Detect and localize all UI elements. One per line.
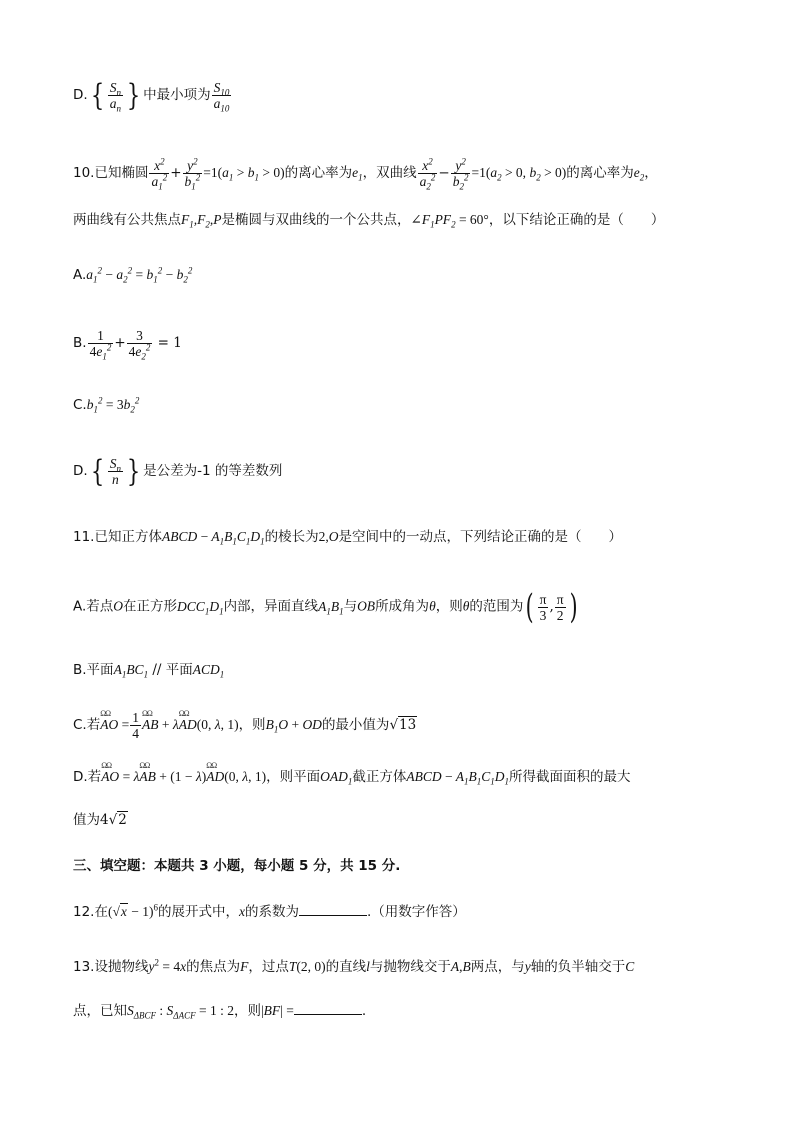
- q11-option-d-line2: 值为4√2: [73, 812, 127, 828]
- q10-option-d[interactable]: D.{ $\frac{S_n}{n}$ } 是公差为-1 的等差数列: [73, 453, 283, 489]
- q11-option-d-line1[interactable]: D.若ΩΩ AO = λΩΩ AB + (1 − λ)ΩΩ AD(0, λ, 1)，则平面$OAD_1$截正方体ABCD − $A_1B_1C_1D_1$所得截面面积的最大: [73, 767, 631, 787]
- q12-question: 12.在$(√x - 1)^6$的展开式中，x的系数为 .（用数字作答）: [73, 902, 466, 920]
- q11-option-c[interactable]: C.若ΩΩ AO = $\frac{1}{4}$ ΩΩ AB + λΩΩ AD(0, λ, 1)，则$B_1O$ + OD的最小值为√13: [73, 710, 417, 741]
- q11-option-b[interactable]: B.平面$A_1BC_1$ // 平面$ACD_1$: [73, 662, 225, 680]
- q13-stem-line1: 13.设抛物线$y^2 = 4x$的焦点为F，过点T(2, 0)的直线l与抛物线交于A,B两点，与y轴的负半轴交于C: [73, 957, 635, 975]
- q10-option-b[interactable]: B. $\frac{1}{4e_1^2}$ + $\frac{3}{4e_2^2}$ = 1: [73, 328, 182, 362]
- q12-answer-blank[interactable]: [299, 901, 367, 916]
- q13-answer-blank[interactable]: [294, 1000, 362, 1015]
- q10-option-c[interactable]: $C.b_1^2 = 3b_2^2$: [73, 395, 140, 415]
- q10-stem-line2: 两曲线有公共焦点$F_1,F_2,P$是椭圆与双曲线的一个公共点，$\angle F_1PF_2 = 60^\circ$，以下结论正确的是（ ）: [73, 212, 665, 230]
- q9-option-d[interactable]: D.{ $\frac{S_n}{a_n}$ } 中最小项为 $\frac{S_{10}}{a_{10}}$: [73, 77, 230, 114]
- q10-option-a[interactable]: $A.a_1^2 - a_2^2 = b_1^2 - b_2^2$: [73, 265, 193, 285]
- q11-stem: 11.已知正方体ABCD − $A_1B_1C_1D_1$的棱长为2,O是空间中的一动点，下列结论正确的是（ ）: [73, 529, 623, 547]
- q11-option-a[interactable]: A.若点O在正方形$DCC_1D_1$内部，异面直线$A_1B_1$与OB所成角为θ，则θ的范围为( $\frac{\pi}{3}$ , $\frac{\pi}{2}$ ): [73, 587, 578, 627]
- q10-stem-line1: 10.已知椭圆 $\frac{x^2}{a_1^2}$ + $\frac{y^2}{b_1^2}$ $=1(a_1 > b_1 > 0)$的离心率为$e_1$，双曲线 $\frac{x^2}{a_2^2}$ − $\frac{y^2}{b_2^2}$ $=1(a_2 > 0$, $b_2 > 0$)的离心率为$e_2$，: [73, 156, 658, 192]
- section-heading-fill-in: 三、填空题：本题共 3 小题，每小题 5 分，共 15 分.: [73, 858, 401, 874]
- q13-stem-line2: 点，已知$S_{\Delta BCF}$ : $S_{\Delta ACF} = 1$ : 2，则|BF| = .: [73, 1000, 366, 1021]
